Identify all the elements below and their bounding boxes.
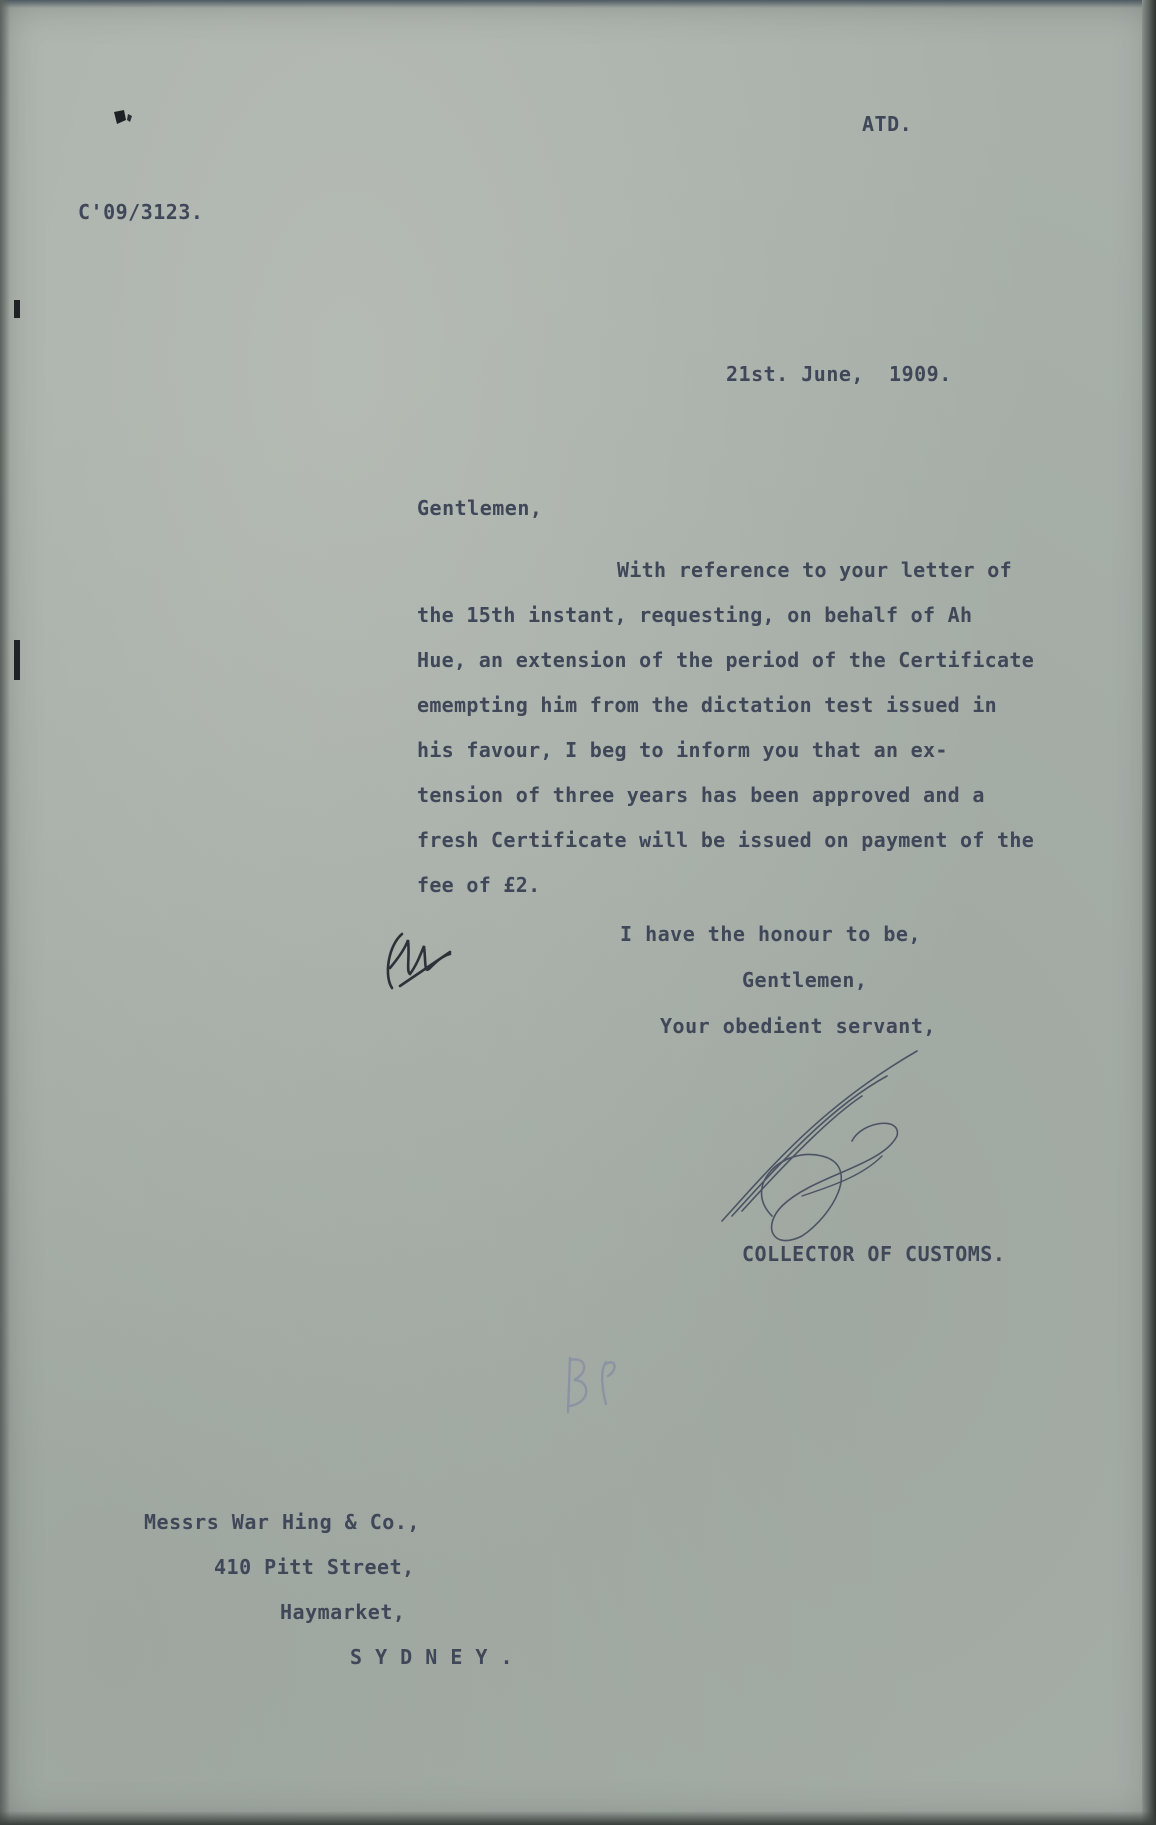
page-edge-left [0, 0, 10, 1825]
body-line: With reference to your letter of [617, 558, 1012, 582]
handwritten-initials-icon [380, 916, 460, 996]
top-right-mark: ATD. [862, 112, 913, 136]
body-line: fee of £2. [417, 873, 541, 897]
letter-body [417, 558, 1117, 898]
address-line-4: S Y D N E Y . [350, 1645, 514, 1669]
ink-blot-icon [112, 108, 136, 126]
address-line-3: Haymarket, [280, 1600, 406, 1624]
collector-signature-icon [712, 1046, 922, 1246]
body-line: tension of three years has been approved and a [417, 783, 985, 807]
body-line: fresh Certificate will be issued on payment of the [417, 828, 1035, 852]
salutation: Gentlemen, [417, 496, 543, 520]
signatory-title: COLLECTOR OF CUSTOMS. [742, 1242, 1006, 1266]
page-edge-top [0, 0, 1156, 8]
page-edge-right [1142, 0, 1156, 1825]
closing-line-3: Your obedient servant, [660, 1014, 936, 1038]
page-edge-bottom [0, 1811, 1156, 1825]
address-line-2: 410 Pitt Street, [214, 1555, 415, 1579]
body-line: emempting him from the dictation test issued in [417, 693, 998, 717]
address-line-1: Messrs War Hing & Co., [144, 1510, 420, 1534]
punch-mark-upper [14, 300, 20, 318]
body-line: Hue, an extension of the period of the Certificate [417, 648, 1035, 672]
closing-line-2: Gentlemen, [742, 968, 868, 992]
body-line: the 15th instant, requesting, on behalf of Ah [417, 603, 973, 627]
body-line: his favour, I beg to inform you that an ex- [417, 738, 948, 762]
letter-date: 21st. June, 1909. [726, 362, 952, 386]
reference-number: C'09/3123. [78, 200, 204, 224]
pencil-annotation-icon [560, 1350, 640, 1420]
closing-line-1: I have the honour to be, [620, 922, 921, 946]
punch-mark-lower [14, 640, 20, 680]
